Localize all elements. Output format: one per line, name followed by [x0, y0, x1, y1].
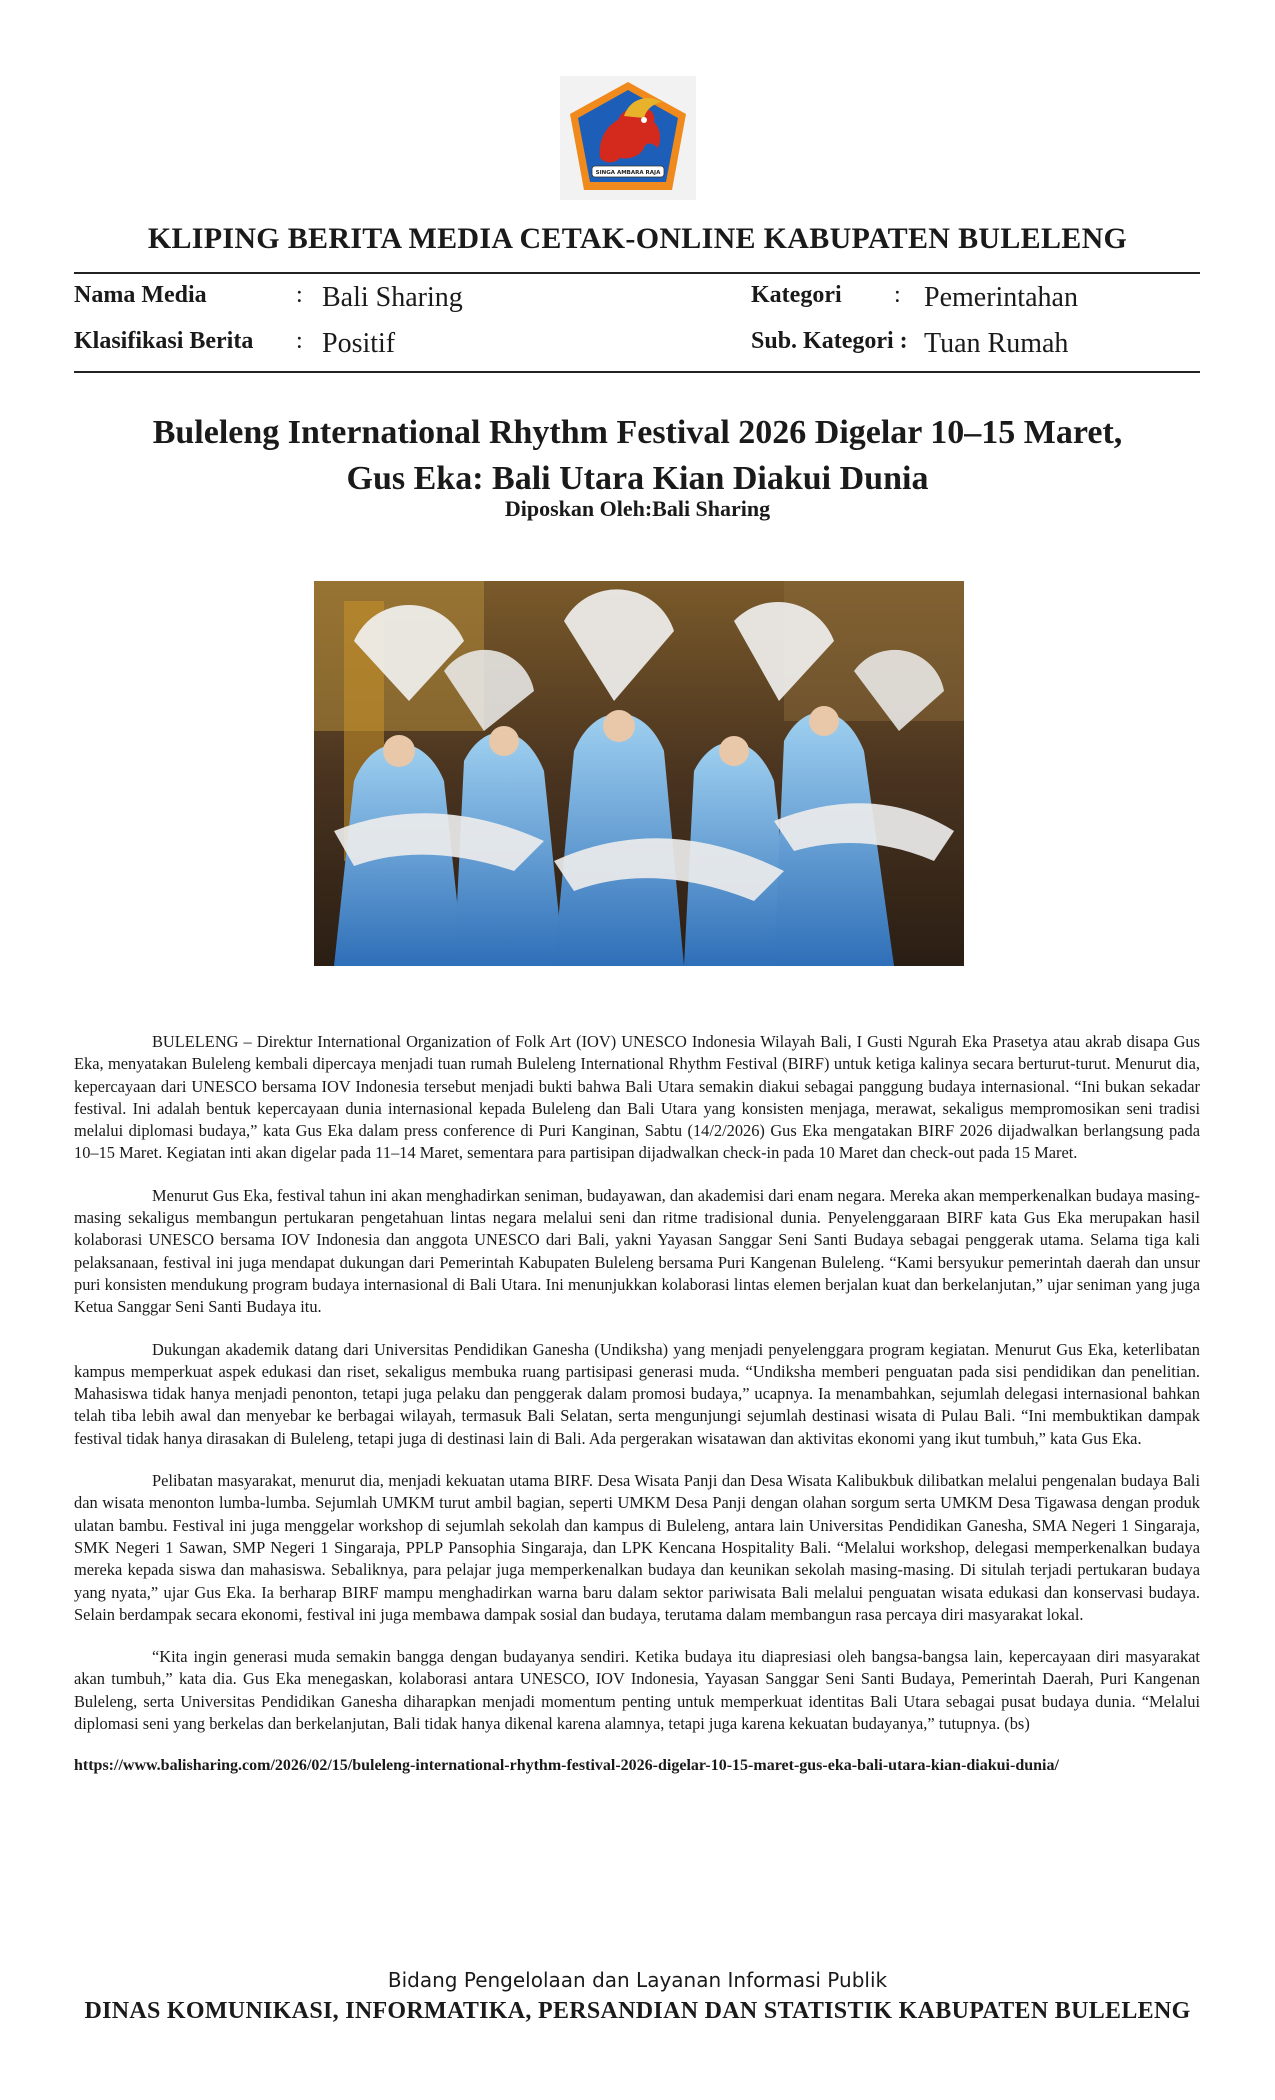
clipping-meta: [74, 282, 1200, 368]
classification-colon: :: [296, 328, 303, 354]
classification-label: Klasifikasi Berita: [74, 328, 254, 354]
source-url-link[interactable]: https://www.balisharing.com/2026/02/15/buleleng-international-rhythm-festival-2026-digelar-10-15-maret-gus-eka-bali-utara-kian-diakui-dunia/: [74, 1757, 1059, 1775]
media-name-value: Bali Sharing: [322, 282, 463, 313]
media-name-colon: :: [296, 282, 303, 308]
category-value: Pemerintahan: [924, 282, 1078, 313]
article-paragraph: BULELENG – Direktur International Organization of Folk Art (IOV) UNESCO Indonesia Wilayah Bali, I Gusti Ngurah Eka Prasetya atau akrab disapa Gus Eka, menyatakan Buleleng kembali dipercaya menjadi tuan rumah Buleleng International Rhythm Festival (BIRF) untuk ketiga kalinya secara berturut-turut. Menurut dia, kepercayaan dari UNESCO bersama IOV Indonesia tersebut menjadi bukti bahwa Bali Utara semakin diakui sebagai panggung budaya internasional. “Ini bukan sekadar festival. Ini adalah bentuk kepercayaan dunia internasional kepada Buleleng dan Bali Utara yang konsisten menjaga, merawat, sekaligus mempromosikan seni tradisi melalui diplomasi budaya,” kata Gus Eka dalam press conference di Puri Kanginan, Sabtu (14/2/2026) Gus Eka mengatakan BIRF 2026 dijadwalkan berlangsung pada 10–15 Maret. Kegiatan inti akan digelar pada 11–14 Maret, sementara para partisipan dijadwalkan check-in pada 10 Maret dan check-out pada 15 Maret.: [74, 1032, 1200, 1163]
regency-emblem: [560, 76, 696, 200]
meta-row-1: [74, 282, 1200, 322]
dancers-photo-illustration: [314, 581, 964, 966]
article-byline: Diposkan Oleh:Bali Sharing: [504, 496, 771, 521]
subcategory-label: Sub. Kategori :: [751, 328, 908, 354]
article-photo: [314, 581, 964, 966]
article-paragraph: Dukungan akademik datang dari Universitas Pendidikan Ganesha (Undiksha) yang menjadi penyelenggara program kegiatan. Menurut Gus Eka, keterlibatan kampus memperkuat aspek edukasi dan riset, sekaligus membuka ruang partisipasi generasi muda. “Undiksha memberi penguatan pada sisi pendidikan dan penelitian. Mahasiswa tidak hanya menjadi penonton, tetapi juga pelaku dan penggerak dalam promosi budaya,” ucapnya. Ia menambahkan, sejumlah delegasi internasional bahkan telah tiba lebih awal dan menyebar ke berbagai wilayah, termasuk Bali Selatan, serta mengunjungi sejumlah destinasi wisata di Pulau Bali. “Ini membuktikan dampak festival tidak hanya dirasakan di Buleleng, tetapi juga di destinasi lain di Bali. Ada pergerakan wisatawan dan aktivitas ekonomi yang ikut tumbuh,” kata Gus Eka.: [74, 1339, 1200, 1448]
article-body: [74, 1031, 1200, 1777]
header-rule-bottom: [74, 371, 1200, 373]
clipping-title: KLIPING BERITA MEDIA CETAK-ONLINE KABUPATEN BULELENG: [147, 222, 1128, 255]
footer-agency: DINAS KOMUNIKASI, INFORMATIKA, PERSANDIAN DAN STATISTIK KABUPATEN BULELENG: [84, 1998, 1191, 2024]
singa-ambara-raja-emblem-icon: [560, 76, 696, 200]
header-rule-top: [74, 272, 1200, 274]
headline-line-1: Buleleng International Rhythm Festival 2026 Digelar 10–15 Maret,: [152, 414, 1123, 451]
article-paragraph: Menurut Gus Eka, festival tahun ini akan menghadirkan seniman, budayawan, dan akademisi dari enam negara. Mereka akan memperkenalkan budaya masing-masing sekaligus membangun pertukaran pengetahuan lintas negara melalui seni dan ritme tradisional dunia. Penyelenggaraan BIRF kata Gus Eka merupakan hasil kolaborasi UNESCO bersama IOV Indonesia dan anggota UNESCO dari Bali, yakni Yayasan Sanggar Seni Santi Budaya sebagai penggerak utama. Selama tiga kali pelaksanaan, festival ini juga mendapat dukungan dari Pemerintah Kabupaten Buleleng bersama Puri Kangenan Buleleng. “Kami bersyukur pemerintah daerah dan unsur puri konsisten mendukung program budaya internasional di Bali Utara. Ini menunjukkan kolaborasi lintas elemen berjalan kuat dan berkelanjutan,” ujar seniman yang juga Ketua Sanggar Seni Santi Budaya itu.: [74, 1185, 1200, 1317]
classification-value: Positif: [322, 328, 396, 359]
article-paragraph: “Kita ingin generasi muda semakin bangga dengan budayanya sendiri. Ketika budaya itu diapresiasi oleh bangsa-bangsa lain, kepercayaan diri masyarakat akan tumbuh,” kata dia. Gus Eka menegaskan, kolaborasi antara UNESCO, IOV Indonesia, Yayasan Sanggar Seni Santi Budaya, Pemerintah Daerah, Puri Kangenan Buleleng, serta Universitas Pendidikan Ganesha diharapkan menjadi momentum penting untuk memperkuat identitas Bali Utara sebagai pusat budaya dunia. “Melalui diplomasi seni yang berkelas dan berkelanjutan, Bali tidak hanya dikenal karena alamnya, tetapi juga karena kekuatan budayanya,” tutupnya. (bs): [74, 1647, 1200, 1734]
article-headline: [0, 410, 1275, 502]
article-paragraph: Pelibatan masyarakat, menurut dia, menjadi kekuatan utama BIRF. Desa Wisata Panji dan Desa Wisata Kalibukbuk dilibatkan melalui pengenalan budaya Bali dan wisata menonton lumba-lumba. Sejumlah UMKM turut ambil bagian, seperti UMKM Desa Panji dengan olahan sorgum serta UMKM Desa Tigawasa dengan produk ulatan bambu. Festival ini juga menggelar workshop di sejumlah sekolah dan kampus di Buleleng, antara lain Universitas Pendidikan Ganesha, SMA Negeri 1 Singaraja, SMK Negeri 1 Sawan, SMP Negeri 1 Singaraja, PPLP Pansophia Singaraja, dan LPK Kencana Hospitality Bali. “Melalui workshop, delegasi memperkenalkan budaya mereka kepada siswa dan mahasiswa. Sebaliknya, para pelajar juga memperkenalkan budaya dan keunikan sekolah masing-masing. Di situlah terjadi pertukaran budaya yang nyata,” ujar Gus Eka. Ia berharap BIRF mampu menghadirkan warna baru dalam sektor pariwisata Bali melalui penguatan wisata edukasi dan konservasi budaya. Selain berdampak secara ekonomi, festival ini juga membawa dampak sosial dan budaya, terutama dalam membangun rasa percaya diri masyarakat lokal.: [74, 1471, 1200, 1624]
media-name-label: Nama Media: [74, 282, 207, 308]
subcategory-value: Tuan Rumah: [924, 328, 1069, 359]
category-label: Kategori: [751, 282, 842, 308]
footer-division: Bidang Pengelolaan dan Layanan Informasi Publik: [387, 1968, 888, 1992]
category-colon: :: [894, 282, 901, 308]
meta-row-2: [74, 328, 1200, 368]
emblem-ribbon-text: SINGA AMBARA RAJA: [595, 170, 661, 176]
headline-line-2: Gus Eka: Bali Utara Kian Diakui Dunia: [346, 460, 929, 497]
